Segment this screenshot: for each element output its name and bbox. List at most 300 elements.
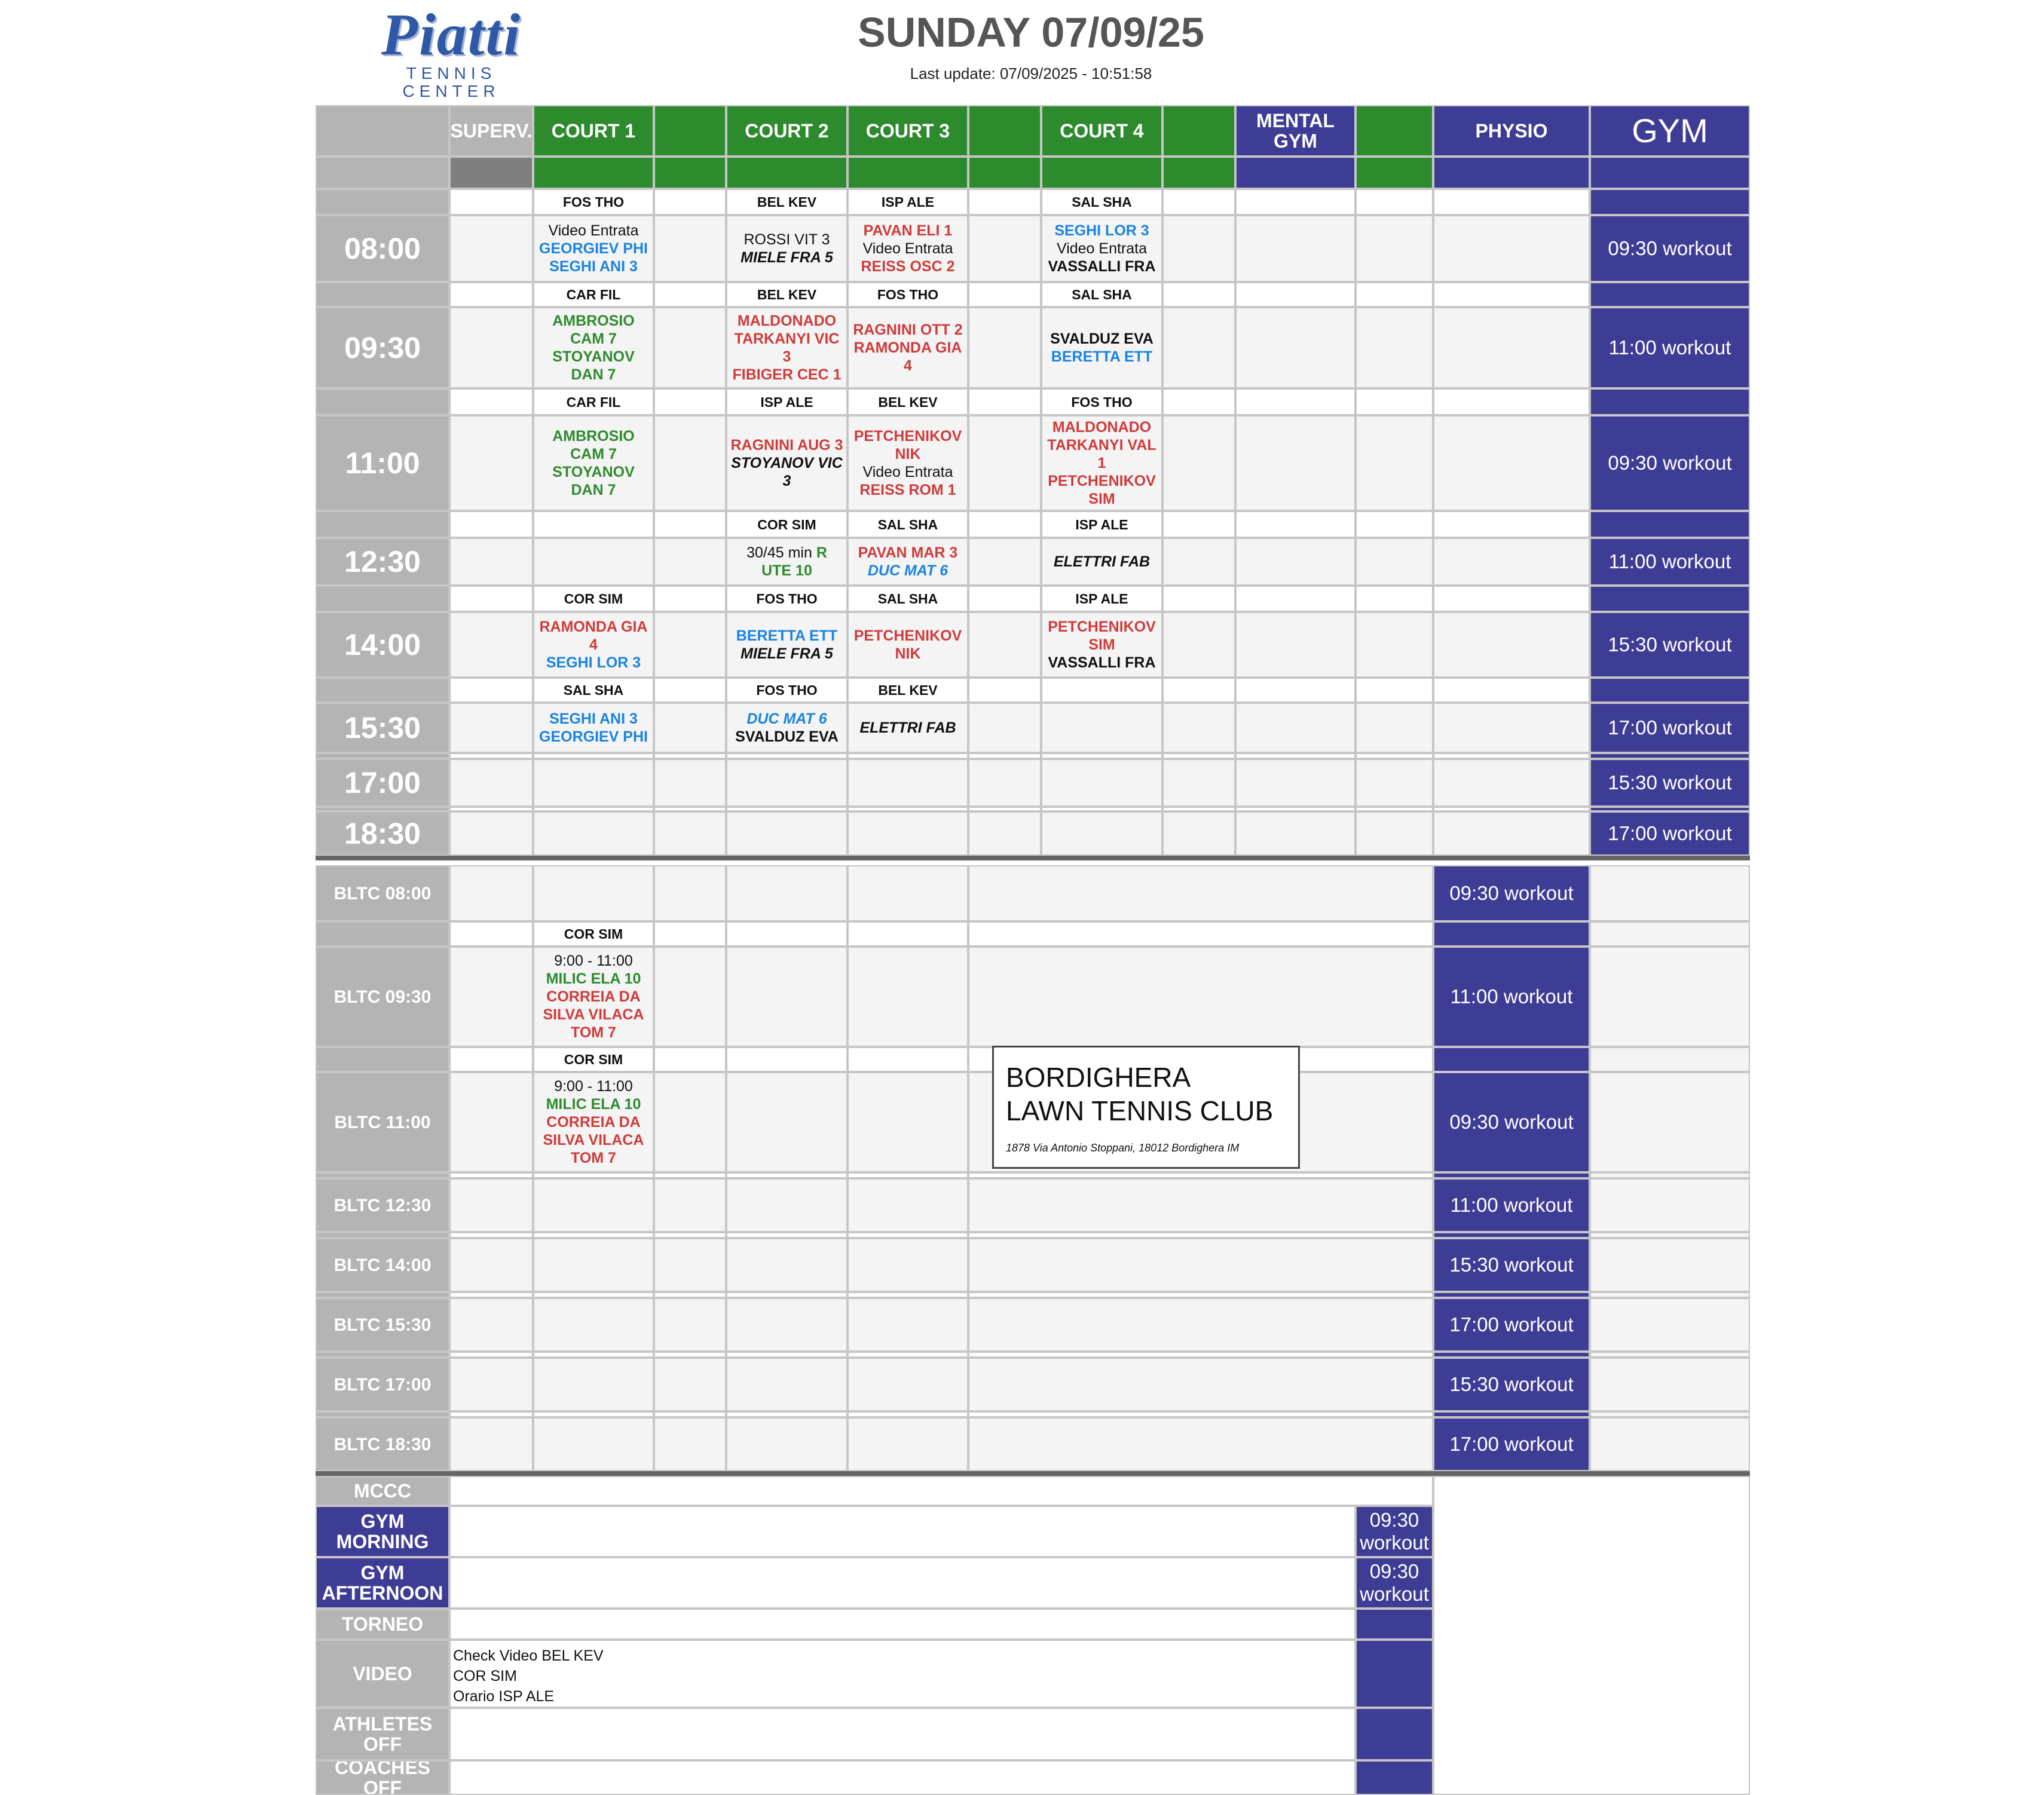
coach-label-c3: BEL KEV bbox=[847, 388, 968, 415]
cell-c4e-2 bbox=[1162, 415, 1235, 511]
cell-sup-2 bbox=[449, 415, 533, 511]
bltc-cell-c1-5 bbox=[533, 1298, 654, 1352]
cell-c4-5 bbox=[1041, 703, 1162, 753]
cell-line bbox=[859, 719, 956, 737]
cell-c4e-0 bbox=[1162, 215, 1235, 282]
slot-coach-time-0 bbox=[316, 189, 449, 215]
bltc-cell-sup-3 bbox=[449, 1178, 533, 1232]
cell-line-text: Video Entrata bbox=[548, 222, 639, 239]
coach-label-c3: FOS THO bbox=[847, 282, 968, 307]
cell-line-text: Video Entrata bbox=[1056, 240, 1148, 257]
cell-line bbox=[554, 952, 633, 970]
section-divider bbox=[316, 1471, 1750, 1476]
cell-sup-6 bbox=[449, 759, 533, 807]
slot-coach-gym-0 bbox=[1590, 189, 1750, 215]
label-coaches-off: COACHES OFF bbox=[316, 1760, 449, 1795]
cell-c1e-4 bbox=[654, 612, 726, 678]
cell-line-text: 30/45 min bbox=[746, 544, 812, 561]
bltc-cell-c3-0 bbox=[847, 865, 968, 921]
slot-coach-time-6 bbox=[316, 753, 449, 759]
coach-label-sup bbox=[449, 807, 533, 811]
coach-label-c2: FOS THO bbox=[726, 586, 847, 612]
cell-line-text: DUC MAT 6 bbox=[867, 562, 948, 579]
bltc-coach-c1 bbox=[533, 1352, 654, 1358]
coach-label-sup bbox=[449, 586, 533, 612]
cell-c4e-1 bbox=[1162, 307, 1235, 388]
cell-line bbox=[537, 618, 650, 654]
cell-c4-6 bbox=[1041, 759, 1162, 807]
bltc-cell-c1e-5 bbox=[654, 1298, 726, 1352]
coach-label-mg bbox=[1235, 189, 1355, 215]
bltc-coach-c1e bbox=[654, 1411, 726, 1417]
physio-workout: 15:30 workout bbox=[1433, 1358, 1590, 1411]
cell-mg-2 bbox=[1235, 415, 1355, 511]
coach-label-c1: SAL SHA bbox=[533, 678, 654, 703]
coach-label-mg bbox=[1235, 388, 1355, 415]
cell-line-text: BERETTA ETT bbox=[736, 627, 838, 644]
coach-label-ph bbox=[1433, 678, 1590, 703]
bltc-coach-sup bbox=[449, 1172, 533, 1178]
cell-c1e-6 bbox=[654, 759, 726, 807]
coach-label-mge bbox=[1355, 511, 1433, 538]
coach-label-c1 bbox=[533, 511, 654, 538]
coach-label-c4: ISP ALE bbox=[1041, 511, 1162, 538]
time-slot-0930: 09:30 bbox=[316, 307, 449, 388]
physio-workout: 09:30 workout bbox=[1433, 1072, 1590, 1172]
bltc-cell-c2-1 bbox=[726, 946, 847, 1047]
label-mccc: MCCC bbox=[316, 1476, 449, 1506]
coach-label-mge bbox=[1355, 388, 1433, 415]
bltc-cell-c3-7 bbox=[847, 1417, 968, 1471]
cell-line bbox=[537, 463, 650, 499]
cell-line bbox=[853, 321, 962, 339]
bltc-gym-3 bbox=[1590, 1178, 1750, 1232]
cell-line bbox=[537, 427, 650, 463]
subheader-superv bbox=[449, 157, 533, 189]
coach-label-c1e bbox=[654, 753, 726, 759]
cell-c3-7 bbox=[847, 811, 968, 856]
cell-line-text: ELETTRI FAB bbox=[859, 719, 956, 736]
cell-line-text: RAGNINI AUG 3 bbox=[730, 437, 843, 454]
time-slot-1700: 17:00 bbox=[316, 759, 449, 807]
bltc-cell-c1-7 bbox=[533, 1417, 654, 1471]
coach-label-mg bbox=[1235, 753, 1355, 759]
cell-line bbox=[1045, 618, 1159, 654]
bltc-coach-c3 bbox=[847, 1047, 968, 1072]
bltc-cell-sup-2 bbox=[449, 1072, 533, 1172]
header-court-1-extra bbox=[654, 105, 726, 157]
cell-line bbox=[859, 481, 956, 499]
cell-line-text: SEGHI LOR 3 bbox=[1054, 222, 1149, 239]
header-mental-gym-extra bbox=[1355, 105, 1433, 157]
physio-workout: 15:30 workout bbox=[1433, 1238, 1590, 1292]
bltc-coach-physio-6 bbox=[1433, 1352, 1590, 1358]
bltc-gym-7 bbox=[1590, 1417, 1750, 1471]
side-athletes-off bbox=[1355, 1708, 1433, 1760]
cell-line bbox=[862, 463, 953, 481]
coach-label-ph bbox=[1433, 388, 1590, 415]
cell-line bbox=[1050, 330, 1153, 348]
cell-line bbox=[851, 627, 965, 663]
bltc-coach-physio-3 bbox=[1433, 1172, 1590, 1178]
bltc-coach-time-2 bbox=[316, 1047, 449, 1072]
value-athletes-off bbox=[449, 1708, 1355, 1760]
cell-c3e-7 bbox=[968, 811, 1041, 856]
coach-label-c1 bbox=[533, 807, 654, 811]
coach-label-c1e bbox=[654, 807, 726, 811]
cell-mg-1 bbox=[1235, 307, 1355, 388]
physio-workout: 17:00 workout bbox=[1433, 1417, 1590, 1471]
cell-line-text: UTE 10 bbox=[761, 562, 812, 579]
subheader-c3e bbox=[968, 157, 1041, 189]
bottom-right-blank bbox=[1433, 1476, 1750, 1795]
coach-label-c4e bbox=[1162, 807, 1235, 811]
cell-c4e-7 bbox=[1162, 811, 1235, 856]
bltc-gym-2 bbox=[1590, 1072, 1750, 1172]
bltc-cell-c1e-0 bbox=[654, 865, 726, 921]
bltc-cell-c1e-7 bbox=[654, 1417, 726, 1471]
bltc-cell-c3-6 bbox=[847, 1358, 968, 1411]
cell-mge-2 bbox=[1355, 415, 1433, 511]
bltc-time-4: BLTC 14:00 bbox=[316, 1238, 449, 1292]
slot-coach-gym-1 bbox=[1590, 282, 1750, 307]
cell-line-text: STOYANOV VIC 3 bbox=[731, 455, 843, 489]
bltc-cell-c1-0 bbox=[533, 865, 654, 921]
bltc-time-1: BLTC 09:30 bbox=[316, 946, 449, 1047]
cell-mg-6 bbox=[1235, 759, 1355, 807]
coach-label-c2: BEL KEV bbox=[726, 282, 847, 307]
bltc-cell-c2-6 bbox=[726, 1358, 847, 1411]
cell-line bbox=[761, 562, 812, 580]
slot-coach-time-5 bbox=[316, 678, 449, 703]
cell-c3-1 bbox=[847, 307, 968, 388]
subheader-c3 bbox=[847, 157, 968, 189]
coach-label-c3e bbox=[968, 511, 1041, 538]
bltc-cell-c1e-6 bbox=[654, 1358, 726, 1411]
cell-line bbox=[554, 1077, 633, 1095]
coach-label-c3 bbox=[847, 807, 968, 811]
bltc-cell-sup-6 bbox=[449, 1358, 533, 1411]
cell-c1-1 bbox=[533, 307, 654, 388]
bltc-wide-1 bbox=[968, 946, 1433, 1047]
cell-ph-1 bbox=[1433, 307, 1590, 388]
cell-c2-5 bbox=[726, 703, 847, 753]
cell-mge-4 bbox=[1355, 612, 1433, 678]
bltc-cell-c1-2 bbox=[533, 1072, 654, 1172]
coach-label-mg bbox=[1235, 511, 1355, 538]
subheader-time bbox=[316, 157, 449, 189]
coach-label-c1e bbox=[654, 189, 726, 215]
club-address: 1878 Via Antonio Stoppani, 18012 Bordighera IM bbox=[1006, 1142, 1240, 1154]
bltc-coach-sup bbox=[449, 1292, 533, 1298]
cell-line-text: SEGHI ANI 3 bbox=[549, 258, 638, 275]
header-gym: GYM bbox=[1590, 105, 1750, 157]
cell-line-text: ROSSI VIT 3 bbox=[743, 231, 830, 248]
bltc-coach-sup bbox=[449, 1411, 533, 1417]
side-gym-afternoon: 09:30 workout bbox=[1355, 1557, 1433, 1609]
coach-label-mg bbox=[1235, 807, 1355, 811]
bltc-time-2: BLTC 11:00 bbox=[316, 1072, 449, 1172]
coach-label-c1: CAR FIL bbox=[533, 282, 654, 307]
physio-workout: 11:00 workout bbox=[1433, 946, 1590, 1047]
cell-c1e-3 bbox=[654, 538, 726, 586]
coach-label-c3e bbox=[968, 388, 1041, 415]
cell-c3-2 bbox=[847, 415, 968, 511]
cell-line bbox=[746, 710, 827, 728]
cell-line-text: SEGHI LOR 3 bbox=[546, 654, 641, 671]
cell-line-text: MALDONADO TARKANYI VIC 3 bbox=[734, 313, 840, 365]
label-torneo: TORNEO bbox=[316, 1609, 449, 1640]
coach-label-c4: FOS THO bbox=[1041, 388, 1162, 415]
cell-mg-3 bbox=[1235, 538, 1355, 586]
value-video bbox=[449, 1640, 1355, 1708]
cell-line-text: PAVAN ELI 1 bbox=[863, 222, 953, 239]
cell-c1-7 bbox=[533, 811, 654, 856]
bltc-coach-gym-1 bbox=[1590, 921, 1750, 946]
bltc-cell-c1-6 bbox=[533, 1358, 654, 1411]
bltc-coach-gym-5 bbox=[1590, 1292, 1750, 1298]
coach-label-mge bbox=[1355, 753, 1433, 759]
cell-line-text: Video Entrata bbox=[862, 240, 953, 257]
gym-workout: 09:30 workout bbox=[1590, 215, 1750, 282]
bltc-coach-gym-2 bbox=[1590, 1047, 1750, 1072]
bltc-coach-c1e bbox=[654, 1352, 726, 1358]
side-coaches-off bbox=[1355, 1760, 1433, 1795]
header-mental-gym: MENTAL GYM bbox=[1235, 105, 1355, 157]
bltc-coach-sup bbox=[449, 1352, 533, 1358]
logo-subtitle: TENNIS CENTER bbox=[402, 64, 500, 100]
bltc-coach-wide-7 bbox=[968, 1411, 1433, 1417]
slot-coach-time-3 bbox=[316, 511, 449, 538]
coach-label-c1: FOS THO bbox=[533, 189, 654, 215]
cell-sup-4 bbox=[449, 612, 533, 678]
bltc-coach-c2 bbox=[726, 921, 847, 946]
bltc-coach-physio-5 bbox=[1433, 1292, 1590, 1298]
cell-c2-2 bbox=[726, 415, 847, 511]
cell-c2-1 bbox=[726, 307, 847, 388]
value-gym-morning bbox=[449, 1506, 1355, 1557]
bltc-coach-c3 bbox=[847, 1352, 968, 1358]
cell-c3-6 bbox=[847, 759, 968, 807]
cell-line bbox=[1048, 258, 1155, 275]
label-athletes-off: ATHLETES OFF bbox=[316, 1708, 449, 1760]
subheader-c2 bbox=[726, 157, 847, 189]
bltc-coach-c2 bbox=[726, 1352, 847, 1358]
video-note: Orario ISP ALE bbox=[453, 1688, 555, 1705]
club-info-box bbox=[992, 1046, 1300, 1169]
slot-coach-gym-2 bbox=[1590, 388, 1750, 415]
cell-line bbox=[736, 627, 837, 645]
coach-label-mge bbox=[1355, 807, 1433, 811]
cell-line-text: STOYANOV DAN 7 bbox=[552, 464, 635, 498]
cell-line-extra: R bbox=[812, 544, 827, 561]
cell-line-text: MILIC ELA 10 bbox=[546, 1096, 641, 1113]
cell-c4e-5 bbox=[1162, 703, 1235, 753]
coach-label-c4: SAL SHA bbox=[1041, 282, 1162, 307]
cell-c1e-0 bbox=[654, 215, 726, 282]
bltc-cell-c2-0 bbox=[726, 865, 847, 921]
bltc-coach-c1e bbox=[654, 1292, 726, 1298]
cell-line bbox=[539, 728, 648, 746]
bltc-wide-4 bbox=[968, 1238, 1433, 1292]
bltc-gym-6 bbox=[1590, 1358, 1750, 1411]
cell-line bbox=[546, 1095, 641, 1113]
coach-label-c4e bbox=[1162, 388, 1235, 415]
bltc-coach-c1e bbox=[654, 1232, 726, 1238]
last-update: Last update: 07/09/2025 - 10:51:58 bbox=[910, 65, 1152, 82]
cell-c3e-1 bbox=[968, 307, 1041, 388]
bltc-cell-c3-4 bbox=[847, 1238, 968, 1292]
coach-label-c3e bbox=[968, 753, 1041, 759]
coach-label-sup bbox=[449, 388, 533, 415]
bltc-cell-sup-5 bbox=[449, 1298, 533, 1352]
cell-line-text: GEORGIEV PHI bbox=[539, 728, 648, 745]
coach-label-ph bbox=[1433, 511, 1590, 538]
bltc-coach-wide-4 bbox=[968, 1232, 1433, 1238]
cell-line bbox=[549, 258, 638, 275]
coach-label-c1e bbox=[654, 678, 726, 703]
cell-c4e-6 bbox=[1162, 759, 1235, 807]
cell-c4e-3 bbox=[1162, 538, 1235, 586]
cell-c3-4 bbox=[847, 612, 968, 678]
cell-line-text: FIBIGER CEC 1 bbox=[732, 366, 842, 383]
bltc-cell-sup-7 bbox=[449, 1417, 533, 1471]
cell-line-text: PETCHENIKOV NIK bbox=[853, 428, 962, 462]
coach-label-c2 bbox=[726, 807, 847, 811]
bltc-coach-c1 bbox=[533, 1292, 654, 1298]
coach-label-c3e bbox=[968, 282, 1041, 307]
coach-label-sup bbox=[449, 678, 533, 703]
bltc-cell-c2-7 bbox=[726, 1417, 847, 1471]
bltc-cell-c2-5 bbox=[726, 1298, 847, 1352]
cell-line-text: MALDONADO TARKANYI VAL 1 bbox=[1047, 419, 1156, 471]
bltc-coach-c3 bbox=[847, 1172, 968, 1178]
slot-coach-gym-4 bbox=[1590, 586, 1750, 612]
gym-workout: 11:00 workout bbox=[1590, 307, 1750, 388]
bltc-time-6: BLTC 17:00 bbox=[316, 1358, 449, 1411]
coach-label-mge bbox=[1355, 189, 1433, 215]
cell-line bbox=[1045, 418, 1159, 472]
subheader-ph bbox=[1433, 157, 1590, 189]
cell-line-text: MIELE FRA 5 bbox=[741, 645, 833, 662]
coach-label-c3: BEL KEV bbox=[847, 678, 968, 703]
coach-label-c3e bbox=[968, 807, 1041, 811]
cell-line-text: AMBROSIO CAM 7 bbox=[552, 428, 635, 462]
bltc-cell-c3-2 bbox=[847, 1072, 968, 1172]
bltc-coach-c3 bbox=[847, 1411, 968, 1417]
header-court-1: COURT 1 bbox=[533, 105, 654, 157]
cell-line-text: STOYANOV DAN 7 bbox=[552, 348, 635, 383]
coach-label-c3: SAL SHA bbox=[847, 511, 968, 538]
coach-label-c1e bbox=[654, 511, 726, 538]
cell-c3e-5 bbox=[968, 703, 1041, 753]
bltc-coach-gym-7 bbox=[1590, 1411, 1750, 1417]
bltc-coach-physio-4 bbox=[1433, 1232, 1590, 1238]
coach-label-mg bbox=[1235, 586, 1355, 612]
cell-sup-0 bbox=[449, 215, 533, 282]
slot-coach-gym-6 bbox=[1590, 753, 1750, 759]
coach-label-c1e bbox=[654, 282, 726, 307]
cell-line-text: AMBROSIO CAM 7 bbox=[552, 313, 635, 347]
bltc-cell-c3-3 bbox=[847, 1178, 968, 1232]
cell-sup-3 bbox=[449, 538, 533, 586]
bltc-coach-wide-1 bbox=[968, 921, 1433, 946]
cell-line-text: MIELE FRA 5 bbox=[741, 249, 833, 266]
gym-workout: 17:00 workout bbox=[1590, 811, 1750, 856]
coach-label-c4e bbox=[1162, 753, 1235, 759]
video-note: Check Video BEL KEV bbox=[453, 1647, 604, 1664]
cell-line bbox=[851, 427, 965, 463]
cell-line bbox=[743, 231, 830, 249]
cell-ph-4 bbox=[1433, 612, 1590, 678]
bltc-coach-wide-6 bbox=[968, 1352, 1433, 1358]
cell-line-text: DUC MAT 6 bbox=[746, 710, 827, 727]
bltc-coach-c3 bbox=[847, 1232, 968, 1238]
cell-c4-2 bbox=[1041, 415, 1162, 511]
cell-mg-0 bbox=[1235, 215, 1355, 282]
gym-workout: 09:30 workout bbox=[1590, 415, 1750, 511]
cell-line bbox=[746, 544, 827, 562]
cell-line bbox=[735, 728, 839, 746]
cell-line-text: PETCHENIKOV SIM bbox=[1048, 473, 1156, 507]
cell-c3e-4 bbox=[968, 612, 1041, 678]
coach-label-mge bbox=[1355, 282, 1433, 307]
cell-line bbox=[864, 222, 953, 240]
bltc-cell-c1-3 bbox=[533, 1178, 654, 1232]
cell-line-text: CORREIA DA SILVA VILACA TOM 7 bbox=[543, 1114, 644, 1166]
bltc-coach-c1 bbox=[533, 1172, 654, 1178]
bltc-wide-3 bbox=[968, 1178, 1433, 1232]
cell-line-text: SVALDUZ EVA bbox=[735, 728, 839, 745]
side-torneo bbox=[1355, 1609, 1433, 1640]
bltc-coach-gym-6 bbox=[1590, 1352, 1750, 1358]
bltc-time-5: BLTC 15:30 bbox=[316, 1298, 449, 1352]
cell-c3e-2 bbox=[968, 415, 1041, 511]
cell-c3-0 bbox=[847, 215, 968, 282]
cell-line bbox=[537, 1113, 650, 1167]
time-slot-1400: 14:00 bbox=[316, 612, 449, 678]
cell-line-text: CORREIA DA SILVA VILACA TOM 7 bbox=[543, 988, 644, 1041]
value-mccc bbox=[449, 1476, 1433, 1506]
cell-line bbox=[546, 970, 641, 988]
coach-label-sup bbox=[449, 753, 533, 759]
cell-mge-6 bbox=[1355, 759, 1433, 807]
cell-line-text: 9:00 - 11:00 bbox=[554, 952, 633, 969]
cell-line-text: RAMONDA GIA 4 bbox=[539, 618, 648, 653]
cell-line-text: SVALDUZ EVA bbox=[1050, 330, 1153, 347]
cell-line-text: VASSALLI FRA bbox=[1048, 258, 1156, 275]
cell-c2-0 bbox=[726, 215, 847, 282]
value-torneo bbox=[449, 1609, 1355, 1640]
cell-c2-4 bbox=[726, 612, 847, 678]
cell-c2-7 bbox=[726, 811, 847, 856]
logo-brand: Piatti bbox=[381, 1, 522, 68]
cell-ph-5 bbox=[1433, 703, 1590, 753]
bltc-coach-c1 bbox=[533, 1411, 654, 1417]
coach-label-c3e bbox=[968, 678, 1041, 703]
bltc-cell-c2-3 bbox=[726, 1178, 847, 1232]
coach-label-mg bbox=[1235, 678, 1355, 703]
cell-mge-0 bbox=[1355, 215, 1433, 282]
bltc-wide-5 bbox=[968, 1298, 1433, 1352]
cell-line bbox=[537, 348, 650, 384]
header-court-4: COURT 4 bbox=[1041, 105, 1162, 157]
cell-line bbox=[548, 222, 638, 240]
header-court-2: COURT 2 bbox=[726, 105, 847, 157]
coach-label-c3e bbox=[968, 586, 1041, 612]
subheader-c1e bbox=[654, 157, 726, 189]
physio-workout: 17:00 workout bbox=[1433, 1298, 1590, 1352]
